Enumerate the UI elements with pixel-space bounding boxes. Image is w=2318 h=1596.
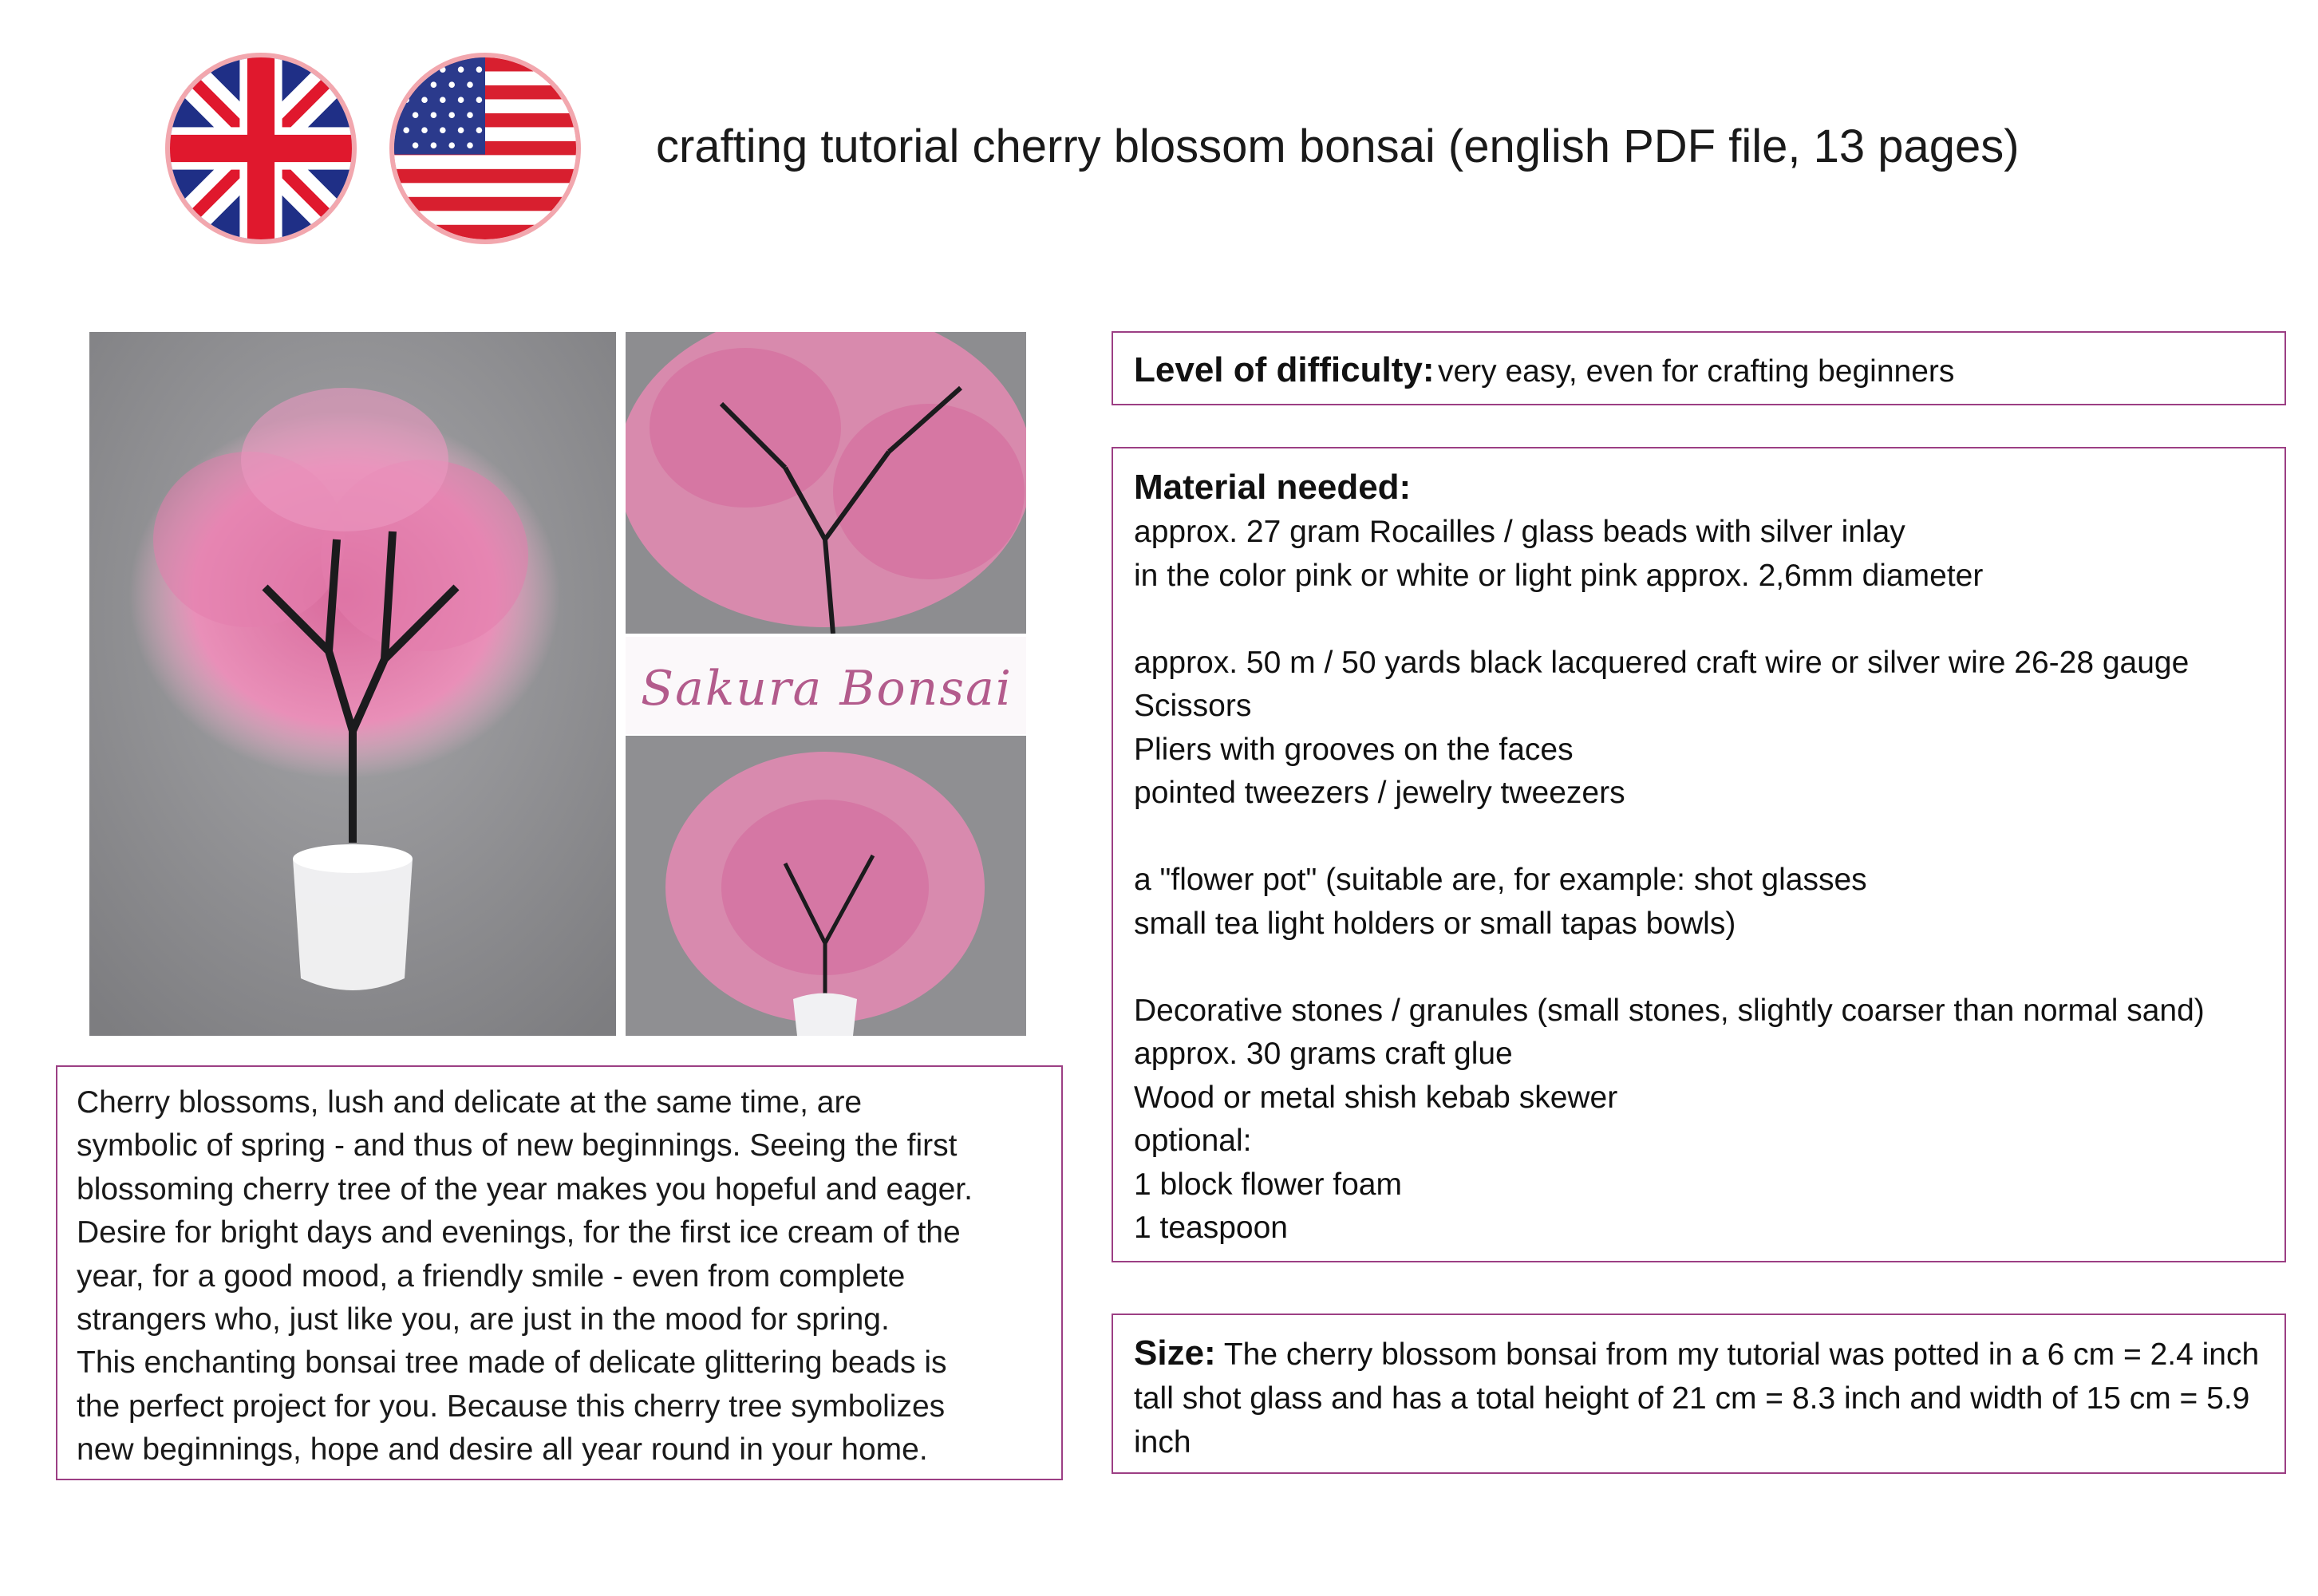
material-item: small tea light holders or small tapas bowls) bbox=[1134, 906, 1736, 941]
materials-box bbox=[1112, 447, 2286, 1262]
spacer bbox=[1134, 946, 2264, 990]
material-item: optional: bbox=[1134, 1124, 1252, 1158]
spacer bbox=[1134, 816, 2264, 859]
difficulty-value: very easy, even for crafting beginners bbox=[1437, 354, 1955, 389]
description-box bbox=[56, 1065, 1063, 1480]
uk-flag-icon bbox=[165, 53, 357, 244]
material-item: 1 block flower foam bbox=[1134, 1167, 1402, 1202]
description-line: the perfect project for you. Because this cherry tree symbolizes bbox=[77, 1389, 946, 1424]
page-title: crafting tutorial cherry blossom bonsai (english PDF file, 13 pages) bbox=[656, 120, 2020, 172]
difficulty-label: Level of difficulty: bbox=[1134, 350, 1435, 389]
size-label: Size: bbox=[1134, 1333, 1216, 1373]
sakura-bonsai-overlay-text: Sakura Bonsai bbox=[640, 661, 1013, 717]
bonsai-main-photo bbox=[89, 332, 616, 1036]
size-box bbox=[1112, 1314, 2286, 1474]
description-line: year, for a good mood, a friendly smile - even from complete bbox=[77, 1258, 906, 1294]
spacer bbox=[1134, 598, 2264, 642]
material-item: Pliers with grooves on the faces bbox=[1134, 732, 1574, 767]
material-item: Wood or metal shish kebab skewer bbox=[1134, 1080, 1618, 1115]
material-item: 1 teaspoon bbox=[1134, 1211, 1289, 1245]
size-text: The cherry blossom bonsai from my tutorial was potted in a 6 cm = 2.4 inch tall shot glass and has a total height of 21 cm = 8.3 inch and width of 15 cm = 5.9 inch bbox=[1134, 1337, 2260, 1460]
material-item: a "flower pot" (suitable are, for example: shot glasses bbox=[1134, 863, 1867, 897]
size-paragraph bbox=[1134, 1331, 2264, 1464]
description-line: strangers who, just like you, are just in the mood for spring. bbox=[77, 1302, 890, 1337]
material-item: Scissors bbox=[1134, 689, 1252, 723]
description-line: Desire for bright days and evenings, for the first ice cream of the bbox=[77, 1215, 961, 1250]
material-item: pointed tweezers / jewelry tweezers bbox=[1134, 776, 1625, 810]
material-item: approx. 50 m / 50 yards black lacquered craft wire or silver wire 26-28 gauge bbox=[1134, 645, 2190, 680]
material-item: approx. 27 gram Rocailles / glass beads with silver inlay bbox=[1134, 515, 1905, 549]
description-line: Cherry blossoms, lush and delicate at the same time, are bbox=[77, 1085, 863, 1120]
material-item: in the color pink or white or light pink approx. 2,6mm diameter bbox=[1134, 558, 1984, 593]
difficulty-box bbox=[1112, 331, 2286, 405]
description-line: symbolic of spring - and thus of new beginnings. Seeing the first bbox=[77, 1128, 958, 1163]
bonsai-detail-photo-top bbox=[626, 332, 1026, 634]
bonsai-detail-photo-bottom bbox=[626, 736, 1026, 1036]
materials-heading: Material needed: bbox=[1134, 468, 1412, 507]
description-line: blossoming cherry tree of the year makes you hopeful and eager. bbox=[77, 1171, 973, 1207]
material-item: approx. 30 grams craft glue bbox=[1134, 1037, 1513, 1071]
description-line: new beginnings, hope and desire all year round in your home. bbox=[77, 1432, 928, 1468]
description-line: This enchanting bonsai tree made of delicate glittering beads is bbox=[77, 1345, 947, 1381]
material-item: Decorative stones / granules (small stones, slightly coarser than normal sand) bbox=[1134, 993, 2205, 1028]
us-flag-icon bbox=[389, 53, 581, 244]
